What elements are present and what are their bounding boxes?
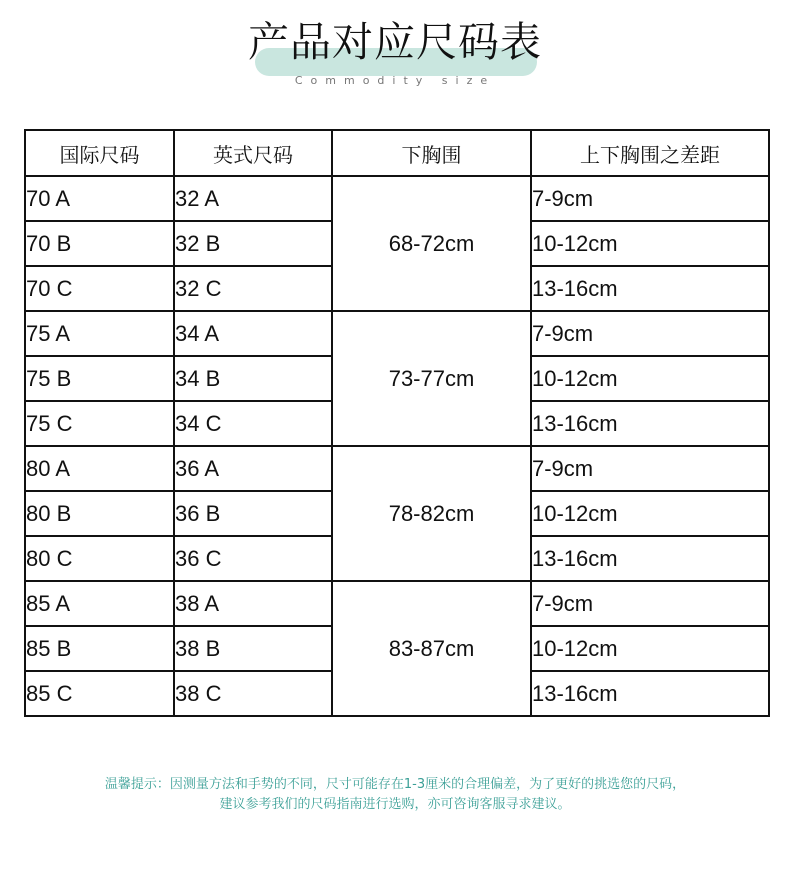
cell-uk-size: 32 C <box>174 266 332 311</box>
cell-bust-difference: 10-12cm <box>531 356 769 401</box>
cell-bust-difference: 10-12cm <box>531 626 769 671</box>
cell-under-bust: 73-77cm <box>332 311 531 446</box>
cell-international-size: 70 B <box>25 221 174 266</box>
page-subtitle: Commodity size <box>294 74 496 87</box>
cell-international-size: 80 B <box>25 491 174 536</box>
header-under-bust: 下胸围 <box>332 130 531 176</box>
cell-bust-difference: 7-9cm <box>531 446 769 491</box>
table-row <box>25 446 769 491</box>
cell-bust-difference: 7-9cm <box>531 581 769 626</box>
cell-uk-size: 34 A <box>174 311 332 356</box>
size-tip-note <box>0 775 790 815</box>
cell-international-size: 85 C <box>25 671 174 716</box>
size-tip-line-1: 温馨提示：因测量方法和手势的不同，尺寸可能存在1-3厘米的合理偏差，为了更好的挑选您的尺码， <box>104 777 686 792</box>
cell-international-size: 85 A <box>25 581 174 626</box>
table-row <box>25 581 769 626</box>
cell-uk-size: 36 A <box>174 446 332 491</box>
page-title: 产品对应尺码表 <box>248 18 542 66</box>
cell-uk-size: 32 B <box>174 221 332 266</box>
cell-international-size: 85 B <box>25 626 174 671</box>
cell-bust-difference: 13-16cm <box>531 266 769 311</box>
cell-uk-size: 34 B <box>174 356 332 401</box>
cell-uk-size: 38 B <box>174 626 332 671</box>
cell-international-size: 80 A <box>25 446 174 491</box>
cell-international-size: 70 C <box>25 266 174 311</box>
table-header-row <box>25 130 769 176</box>
cell-international-size: 75 A <box>25 311 174 356</box>
cell-uk-size: 36 C <box>174 536 332 581</box>
cell-international-size: 75 C <box>25 401 174 446</box>
size-chart-table <box>24 129 770 717</box>
cell-uk-size: 38 A <box>174 581 332 626</box>
cell-uk-size: 32 A <box>174 176 332 221</box>
cell-bust-difference: 13-16cm <box>531 401 769 446</box>
cell-bust-difference: 10-12cm <box>531 491 769 536</box>
cell-bust-difference: 10-12cm <box>531 221 769 266</box>
cell-international-size: 70 A <box>25 176 174 221</box>
header-uk-size: 英式尺码 <box>174 130 332 176</box>
cell-uk-size: 38 C <box>174 671 332 716</box>
cell-bust-difference: 13-16cm <box>531 671 769 716</box>
header-international-size: 国际尺码 <box>25 130 174 176</box>
table-row <box>25 176 769 221</box>
cell-bust-difference: 7-9cm <box>531 311 769 356</box>
cell-uk-size: 36 B <box>174 491 332 536</box>
cell-international-size: 75 B <box>25 356 174 401</box>
cell-under-bust: 83-87cm <box>332 581 531 716</box>
size-tip-line-2: 建议参考我们的尺码指南进行选购，亦可咨询客服寻求建议。 <box>219 797 571 812</box>
cell-bust-difference: 7-9cm <box>531 176 769 221</box>
header-bust-difference: 上下胸围之差距 <box>531 130 769 176</box>
cell-under-bust: 78-82cm <box>332 446 531 581</box>
cell-uk-size: 34 C <box>174 401 332 446</box>
cell-international-size: 80 C <box>25 536 174 581</box>
table-row <box>25 311 769 356</box>
cell-under-bust: 68-72cm <box>332 176 531 311</box>
cell-bust-difference: 13-16cm <box>531 536 769 581</box>
page-header <box>0 0 790 110</box>
